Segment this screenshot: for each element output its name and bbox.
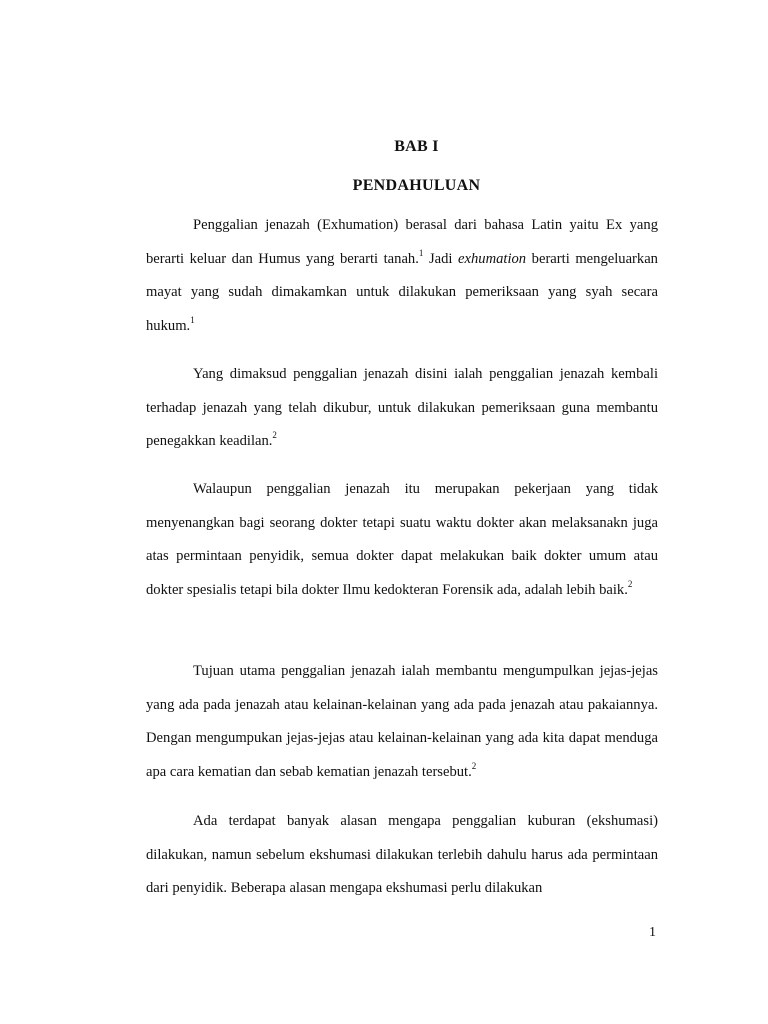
- paragraph-exhumation-definition: [146, 209, 658, 343]
- italic-term: exhumation: [458, 250, 527, 267]
- paragraph-main-goal: [146, 655, 658, 789]
- paragraph-purpose: [146, 358, 658, 459]
- footnote-ref: 2: [272, 430, 277, 441]
- paragraph-text: Ada terdapat banyak alasan mengapa penggalian kuburan (ekshumasi) dilakukan, namun sebelum ekshumasi dilakukan terlebih dahulu harus ada permintaan dari penyidik. Beberapa alasan mengapa ekshumasi perlu dilakukan: [146, 813, 658, 897]
- paragraph-text: berarti mengeluarkan mayat yang sudah dimakamkan untuk dilakukan pemeriksaan yang syah secara hukum.: [146, 250, 658, 334]
- footnote-ref: 1: [418, 247, 424, 258]
- footnote-ref: 2: [471, 760, 477, 771]
- paragraph-doctor-role: [146, 473, 658, 607]
- paragraph-text: Jadi: [423, 250, 459, 267]
- chapter-number: BAB I: [394, 138, 439, 155]
- paragraph-text: Tujuan utama penggalian jenazah ialah membantu mengumpulkan jejas-jejas yang ada pada jenazah atau kelainan-kelainan yang ada pada jenazah atau pakaiannya. Dengan mengumpukan jejas-jejas atau kelainan-kelainan yang ada kita dapat menduga apa cara kematian dan sebab kematian jenazah tersebut.: [146, 663, 658, 780]
- paragraph-text: Walaupun penggalian jenazah itu merupakan pekerjaan yang tidak menyenangkan bagi seorang dokter tetapi suatu waktu dokter akan melaksanakn juga atas permintaan penyidik, semua dokter dapat melakukan baik dokter umum atau dokter spesialis tetapi bila dokter Ilmu kedokteran Forensik ada, adalah lebih baik.: [146, 481, 658, 598]
- paragraph-text: Yang dimaksud penggalian jenazah disini ialah penggalian jenazah kembali terhadap jenazah yang telah dikubur, untuk dilakukan pemeriksaan guna membantu penegakkan keadilan.: [146, 366, 658, 450]
- footnote-ref: 2: [627, 578, 633, 589]
- page-number: 1: [649, 925, 656, 940]
- chapter-title: PENDAHULUAN: [352, 177, 481, 194]
- footnote-ref: 1: [190, 314, 195, 325]
- paragraph-reasons: [146, 805, 658, 906]
- paragraph-text: Penggalian jenazah (Exhumation) berasal dari bahasa Latin yaitu Ex yang berarti keluar dan Humus yang berarti tanah.: [146, 217, 658, 267]
